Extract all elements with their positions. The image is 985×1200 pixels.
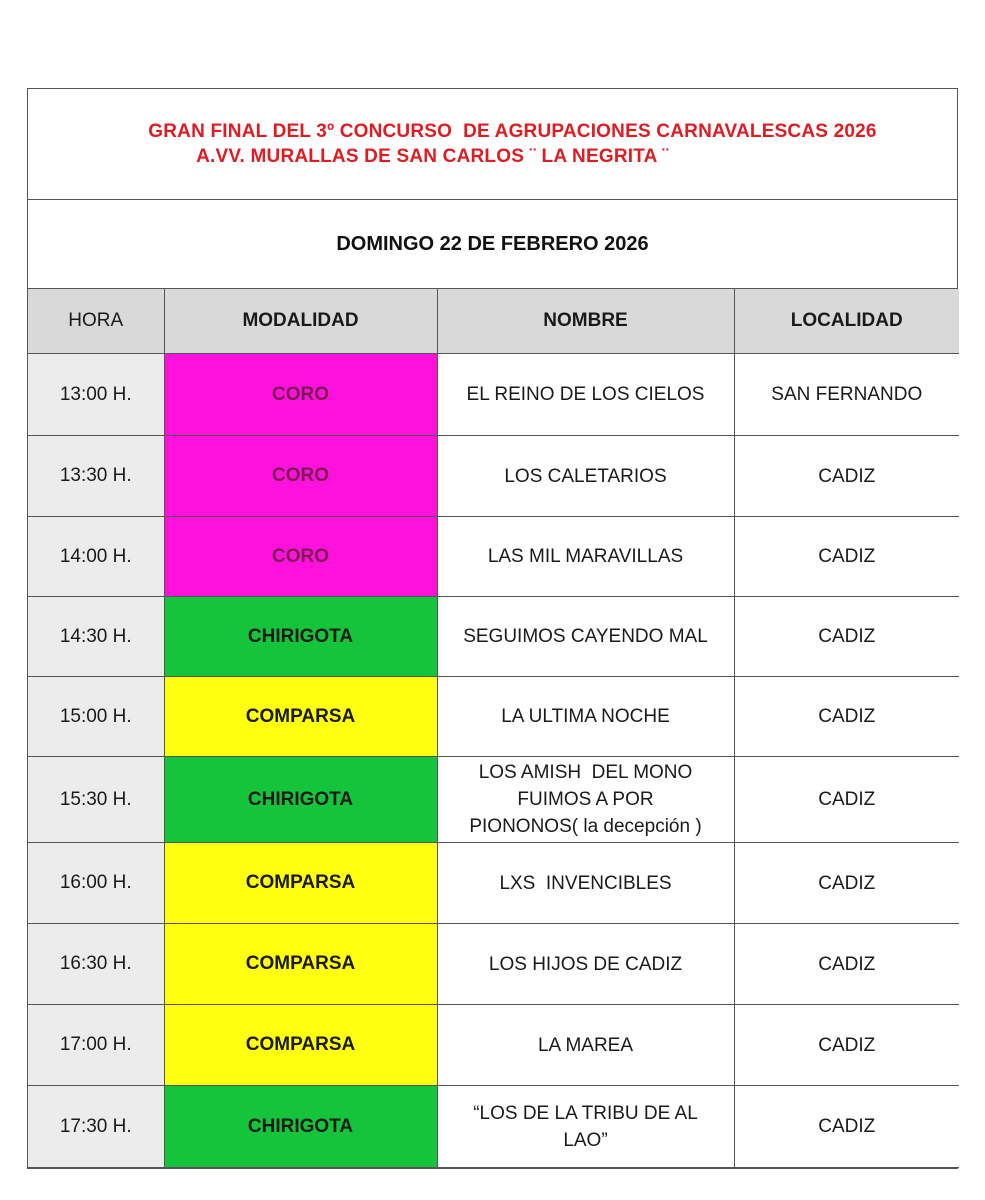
group-name-cell: LA MAREA [437,1005,734,1086]
table-row [28,677,959,757]
table-row [28,354,959,436]
column-header-nombre: NOMBRE [437,289,734,354]
modality-cell: CHIRIGOTA [164,1086,437,1168]
table-row [28,1005,959,1086]
modality-cell: CHIRIGOTA [164,597,437,677]
time-cell: 16:30 H. [28,924,164,1005]
table-row [28,517,959,597]
organizer-title: A.VV. MURALLAS DE SAN CARLOS ¨ LA NEGRITA ¨ [196,146,669,167]
locality-cell: CADIZ [734,1005,959,1086]
schedule-sheet [27,88,958,1169]
locality-cell: CADIZ [734,757,959,843]
column-header-localidad: LOCALIDAD [734,289,959,354]
date-box [28,200,957,289]
time-cell: 13:00 H. [28,354,164,436]
event-title: GRAN FINAL DEL 3º CONCURSO DE AGRUPACIONES CARNAVALESCAS 2026 [148,121,877,142]
locality-cell: CADIZ [734,517,959,597]
schedule-table [28,289,959,1168]
header-row [28,289,959,354]
time-cell: 15:30 H. [28,757,164,843]
time-cell: 16:00 H. [28,843,164,924]
locality-cell: SAN FERNANDO [734,354,959,436]
modality-cell: CHIRIGOTA [164,757,437,843]
locality-cell: CADIZ [734,436,959,517]
title-box [28,89,957,200]
table-row [28,1086,959,1168]
table-row [28,436,959,517]
group-name-cell: EL REINO DE LOS CIELOS [437,354,734,436]
modality-cell: COMPARSA [164,843,437,924]
time-cell: 14:00 H. [28,517,164,597]
time-cell: 15:00 H. [28,677,164,757]
time-cell: 17:30 H. [28,1086,164,1168]
group-name-line: FUIMOS A POR [517,789,654,810]
event-date: DOMINGO 22 DE FEBRERO 2026 [336,232,649,255]
group-name-line: PIONONOS( la decepción ) [469,816,702,837]
group-name-cell [437,757,734,843]
locality-cell: CADIZ [734,1086,959,1168]
table-row [28,843,959,924]
group-name-cell: LXS INVENCIBLES [437,843,734,924]
modality-cell: CORO [164,436,437,517]
group-name-cell: LOS HIJOS DE CADIZ [437,924,734,1005]
modality-cell: COMPARSA [164,924,437,1005]
locality-cell: CADIZ [734,597,959,677]
column-header-modalidad: MODALIDAD [164,289,437,354]
locality-cell: CADIZ [734,677,959,757]
time-cell: 17:00 H. [28,1005,164,1086]
locality-cell: CADIZ [734,843,959,924]
group-name-line: LOS AMISH DEL MONO [478,762,693,783]
group-name-line: “LOS DE LA TRIBU DE AL [473,1102,698,1124]
modality-cell: COMPARSA [164,1005,437,1086]
group-name-line: LAO” [563,1129,608,1151]
group-name-cell: LA ULTIMA NOCHE [437,677,734,757]
modality-cell: COMPARSA [164,677,437,757]
modality-cell: CORO [164,354,437,436]
group-name-cell [437,1086,734,1168]
group-name-cell: LAS MIL MARAVILLAS [437,517,734,597]
group-name-cell: SEGUIMOS CAYENDO MAL [437,597,734,677]
group-name-cell: LOS CALETARIOS [437,436,734,517]
table-row [28,597,959,677]
table-row [28,757,959,843]
locality-cell: CADIZ [734,924,959,1005]
column-header-hora: HORA [28,289,164,354]
modality-cell: CORO [164,517,437,597]
time-cell: 13:30 H. [28,436,164,517]
table-row [28,924,959,1005]
time-cell: 14:30 H. [28,597,164,677]
